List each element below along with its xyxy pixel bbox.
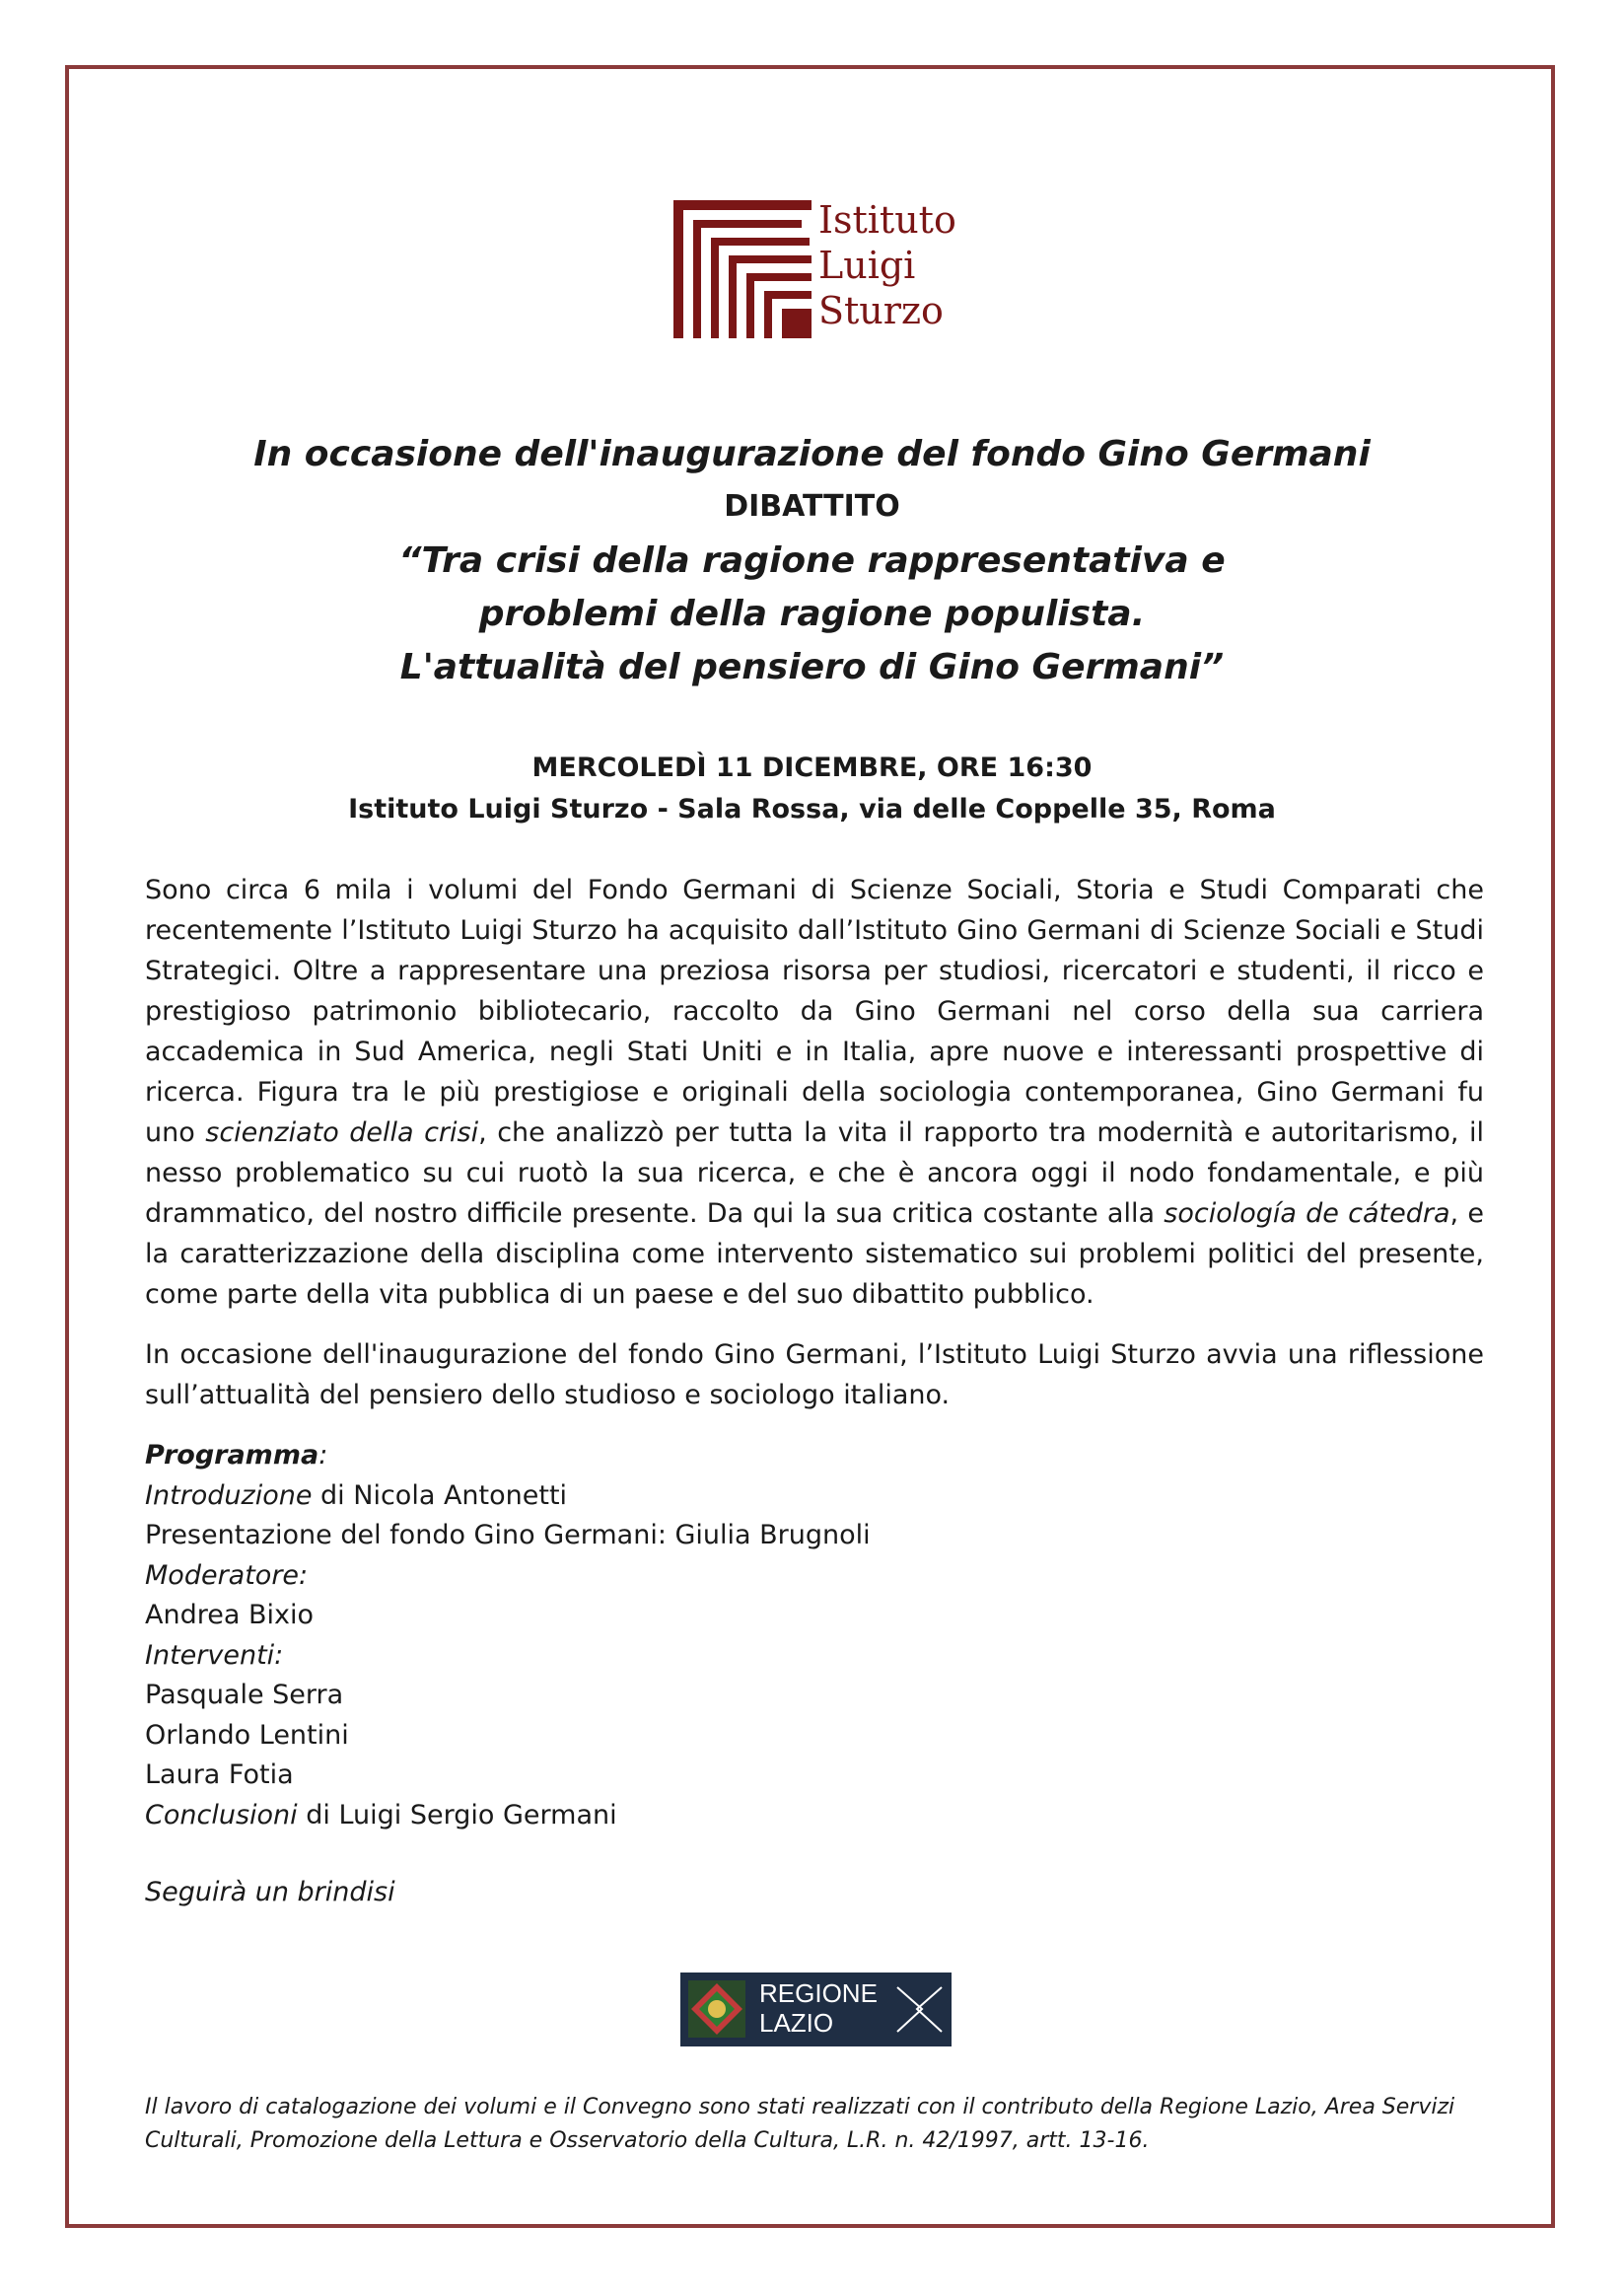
event-date: MERCOLEDÌ 11 DICEMBRE, ORE 16:30 — [531, 753, 1093, 783]
event-type: DIBATTITO — [724, 489, 900, 524]
occasion-heading: In occasione dell'inaugurazione del fondo Gino Germani — [253, 434, 1371, 474]
logo-wordmark — [818, 197, 956, 333]
conclusioni-item: Conclusioni di Luigi Sergio Germani — [145, 1799, 617, 1830]
event-place: Istituto Luigi Sturzo - Sala Rossa, via delle Coppelle 35, Roma — [348, 794, 1276, 825]
event-title-line-1: “Tra crisi della ragione rappresentativa e — [398, 540, 1226, 581]
p1-italic-2: sociología de cátedra — [1164, 1198, 1450, 1229]
p1-part-a: Sono circa 6 mila i volumi del Fondo Germani di Scienze Sociali, Storia e Studi Comparati che recentemente l’Istituto Luigi Sturzo ha acquisito dall’Istituto Gino Germani di Scienze Sociali e Studi Strategici. Oltre a rappresentare una preziosa risorsa per studiosi, ricercatori e studenti, il ricco e prestigioso patrimonio bibliotecario, raccolto da Gino Germani nel corso della sua carriera accademica in Sud America, negli Stati Uniti e in Italia, apre nuove e interessanti prospettive di ricerca. Figura tra le più prestigiose e originali della sociologia contemporanea, Gino Germani fu uno — [145, 875, 1484, 1148]
regione-chevron-icon — [892, 1982, 947, 2037]
footer-note: Il lavoro di catalogazione dei volumi e il Convegno sono stati realizzati con il contributo della Regione Lazio, Area Servizi Culturali, Promozione della Lettura e Osservatorio della Cultura, L.R. n. 42/1997, artt. 13-16. — [145, 2095, 1455, 2153]
presentazione-item: Presentazione del fondo Gino Germani: Giulia Brugnoli — [145, 1520, 871, 1550]
speaker-item: Laura Fotia — [145, 1759, 294, 1790]
closing-note: Seguirà un brindisi — [145, 1877, 395, 1907]
interventi-label: Interventi: — [145, 1639, 284, 1671]
p1-italic-1: scienziato della crisi — [205, 1117, 479, 1148]
p1-part-c: , e la caratterizzazione della disciplina come intervento sistematico sui problemi politici del presente, come parte della vita pubblica di un paese e del suo dibattito pubblico. — [145, 1198, 1484, 1310]
speaker-item: Orlando Lentini — [145, 1719, 349, 1751]
event-title — [0, 535, 1624, 694]
intro-item: Introduzione di Nicola Antonetti — [145, 1479, 568, 1511]
moderatore-label: Moderatore: — [145, 1559, 309, 1591]
regione-lazio-logo — [680, 1973, 952, 2046]
event-details — [0, 748, 1624, 830]
paragraph-2: In occasione dell'inaugurazione del fondo Gino Germani, l’Istituto Luigi Sturzo avvia una riflessione sull’attualità del pensiero dello studioso e sociologo italiano. — [145, 1339, 1484, 1410]
regione-line-2: LAZIO — [759, 2008, 834, 2038]
logo-line-3: Sturzo — [818, 289, 944, 332]
speaker-item: Pasquale Serra — [145, 1680, 344, 1710]
paragraph-1 — [145, 870, 1484, 1315]
regione-lazio-wordmark — [759, 1978, 878, 2038]
regione-lazio-emblem-icon — [688, 1980, 745, 2038]
logo-line-2: Luigi — [818, 244, 916, 287]
event-title-line-2: problemi della ragione populista. — [478, 594, 1146, 634]
programma-heading: Programma: — [145, 1440, 328, 1471]
description — [145, 870, 1484, 1435]
programma-list — [145, 1436, 1131, 1835]
moderatore-name: Andrea Bixio — [145, 1600, 314, 1630]
event-title-line-3: L'attualità del pensiero di Gino Germani” — [399, 647, 1225, 687]
regione-line-1: REGIONE — [759, 1978, 878, 2008]
p1-part-b: , che analizzò per tutta la vita il rapporto tra modernità e autoritarismo, il nesso problematico su cui ruotò la sua ricerca, e che è ancora oggi il nodo fondamentale, e più drammatico, del nostro difficile presente. Da qui la sua critica costante alla — [145, 1117, 1484, 1229]
logo-line-1: Istituto — [818, 198, 956, 242]
